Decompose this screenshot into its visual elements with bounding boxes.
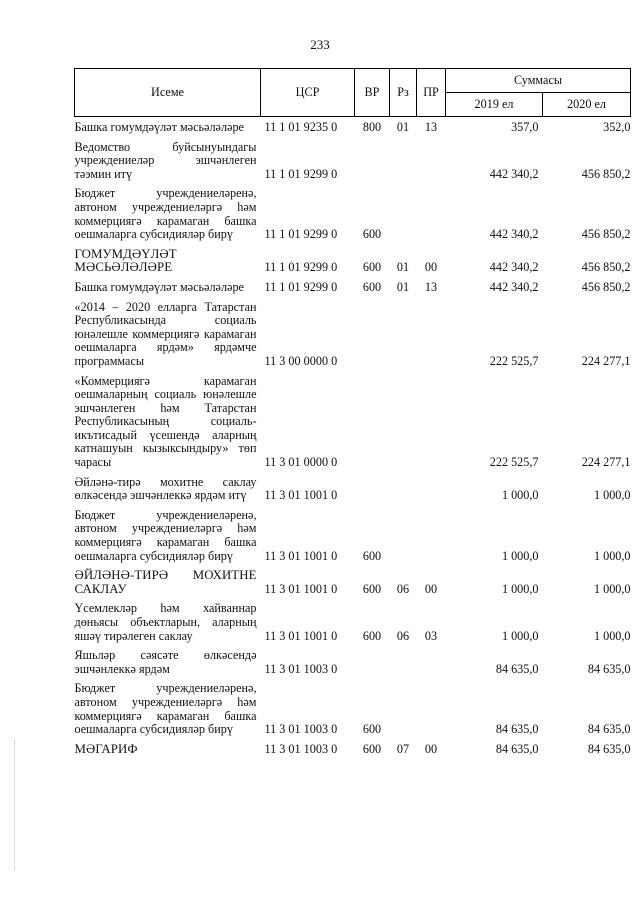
cell-csr: 11 3 01 1001 0	[264, 488, 338, 503]
cell-name: ӘЙЛӘНӘ-ТИРӘ МОХИТНЕ САКЛАУ	[74, 568, 257, 596]
cell-s1: 1 000,0	[501, 548, 539, 563]
cell-vr: 600	[362, 227, 382, 242]
cell-csr: 11 3 01 1003 0	[264, 661, 338, 676]
cell-pr	[417, 371, 446, 472]
cell-s2: 456 850,2	[581, 166, 631, 181]
cell-rz: 01	[396, 120, 410, 134]
cell-pr	[417, 183, 446, 243]
cell-s2: 1 000,0	[593, 628, 631, 643]
cell-vr	[355, 645, 390, 678]
cell-s1: 84 635,0	[495, 661, 539, 676]
cell-pr: 13	[424, 279, 438, 294]
cell-csr: 11 1 01 9299 0	[264, 227, 338, 242]
cell-s2: 1 000,0	[593, 548, 631, 563]
cell-name: «Коммерциягә карамаган оешмаларның социаль юнәлешле эшчәнлеген һәм Татарстан Республикасының социаль-икътисадый үсешендә аларның катнашуын кызыксындыру» төп чарасы	[74, 373, 257, 470]
cell-pr	[417, 137, 446, 184]
cell-vr: 600	[362, 581, 382, 596]
table-row	[75, 565, 631, 598]
cell-s1: 1 000,0	[501, 581, 539, 596]
cell-pr	[417, 472, 446, 505]
cell-vr: 600	[362, 628, 382, 643]
cell-rz	[390, 371, 417, 472]
header-name: Исеме	[75, 69, 261, 117]
cell-csr: 11 1 01 9299 0	[264, 279, 338, 294]
table-row	[75, 472, 631, 505]
cell-vr: 800	[362, 120, 382, 134]
table-row	[75, 244, 631, 277]
cell-pr: 00	[424, 741, 438, 756]
cell-s2: 224 277,1	[581, 353, 631, 368]
cell-s1: 442 340,2	[489, 166, 539, 181]
cell-csr: 11 3 01 1001 0	[264, 548, 338, 563]
cell-rz	[390, 505, 417, 565]
cell-name: Бюджет учреждениеләренә, автоном учреждениеләргә һәм коммерциягә карамаган башка оешмаларга субсидияләр бирү	[74, 186, 257, 242]
header-pr: ПР	[417, 69, 446, 117]
cell-rz: 07	[396, 741, 410, 756]
cell-name: Үсемлекләр һәм хайваннар дөньясы объектларын, аларның яшәү тирәлеген саклау	[74, 601, 257, 643]
cell-vr	[355, 137, 390, 184]
cell-csr: 11 3 01 1003 0	[264, 722, 338, 737]
header-year-2019: 2019 ел	[446, 93, 543, 117]
cell-s2: 84 635,0	[587, 722, 631, 737]
cell-name: Яшьләр сәясәте өлкәсендә эшчәнлеккә ярдәм	[74, 648, 257, 676]
cell-pr: 00	[424, 260, 438, 275]
cell-csr: 11 1 01 9299 0	[264, 166, 338, 181]
cell-name: Башка гомумдәүләт мәсьәләләре	[74, 120, 244, 134]
header-sums: Суммасы	[446, 69, 631, 93]
cell-vr: 600	[362, 741, 382, 756]
table-row	[75, 739, 631, 759]
cell-s2: 84 635,0	[587, 741, 631, 756]
cell-pr: 00	[424, 581, 438, 596]
cell-vr: 600	[362, 722, 382, 737]
cell-vr	[355, 371, 390, 472]
table-row	[75, 678, 631, 738]
cell-vr: 600	[362, 260, 382, 275]
cell-s1: 442 340,2	[489, 279, 539, 294]
cell-s1: 1 000,0	[501, 628, 539, 643]
cell-rz: 01	[396, 260, 410, 275]
table-row	[75, 183, 631, 243]
cell-pr: 03	[424, 628, 438, 643]
header-year-2020: 2020 ел	[543, 93, 631, 117]
margin-marks	[14, 740, 15, 870]
table-row	[75, 371, 631, 472]
cell-csr: 11 3 01 0000 0	[264, 455, 338, 470]
cell-rz	[390, 297, 417, 371]
cell-s2: 352,0	[603, 120, 631, 134]
cell-s2: 224 277,1	[581, 455, 631, 470]
cell-s1: 1 000,0	[501, 488, 539, 503]
cell-s2: 1 000,0	[593, 488, 631, 503]
table-body	[75, 117, 631, 759]
cell-name: Бюджет учреждениеләренә, автоном учреждениеләргә һәм коммерциягә карамаган башка оешмаларга субсидияләр бирү	[74, 681, 257, 737]
cell-s2: 456 850,2	[581, 227, 631, 242]
cell-rz: 06	[396, 628, 410, 643]
cell-pr	[417, 645, 446, 678]
cell-name: Бюджет учреждениеләренә, автоном учреждениеләргә һәм коммерциягә карамаган башка оешмаларга субсидияләр бирү	[74, 507, 257, 563]
cell-rz: 06	[396, 581, 410, 596]
cell-s2: 456 850,2	[581, 260, 631, 275]
cell-rz: 01	[396, 279, 410, 294]
cell-s1: 222 525,7	[489, 455, 539, 470]
cell-s2: 456 850,2	[581, 279, 631, 294]
cell-name: ГОМУМДӘҮЛӘТ МӘСЬӘЛӘЛӘРЕ	[74, 246, 177, 275]
cell-name: Башка гомумдәүләт мәсьәләләре	[74, 279, 244, 294]
header-vr: ВР	[355, 69, 390, 117]
cell-csr: 11 3 00 0000 0	[264, 353, 338, 368]
cell-name: Ведомство буйсынуындагы учреждениеләр эшчәнлеген тәэмин итү	[74, 139, 257, 181]
cell-s1: 442 340,2	[489, 227, 539, 242]
cell-s2: 84 635,0	[587, 661, 631, 676]
table-row	[75, 505, 631, 565]
header-rz: Рз	[390, 69, 417, 117]
cell-s1: 84 635,0	[495, 741, 539, 756]
cell-s1: 84 635,0	[495, 722, 539, 737]
cell-pr	[417, 505, 446, 565]
cell-csr: 11 3 01 1001 0	[264, 581, 338, 596]
cell-vr: 600	[362, 279, 382, 294]
table-row	[75, 598, 631, 645]
cell-s2: 1 000,0	[593, 581, 631, 596]
cell-rz	[390, 472, 417, 505]
cell-vr	[355, 297, 390, 371]
cell-csr: 11 1 01 9299 0	[264, 260, 338, 275]
table-row	[75, 117, 631, 137]
cell-rz	[390, 645, 417, 678]
cell-rz	[390, 137, 417, 184]
cell-csr: 11 3 01 1003 0	[264, 741, 338, 756]
cell-rz	[390, 183, 417, 243]
cell-pr	[417, 297, 446, 371]
table-row	[75, 645, 631, 678]
cell-s1: 357,0	[511, 120, 539, 134]
cell-s1: 442 340,2	[489, 260, 539, 275]
cell-name: МӘГАРИФ	[74, 741, 138, 756]
cell-vr: 600	[362, 548, 382, 563]
cell-rz	[390, 678, 417, 738]
budget-table	[74, 68, 631, 758]
cell-name: Әйләнә-тирә мохитне саклау өлкәсендә эшчәнлеккә ярдәм итү	[74, 474, 257, 503]
cell-csr: 11 1 01 9235 0	[264, 120, 338, 134]
cell-vr	[355, 472, 390, 505]
table-row	[75, 137, 631, 184]
cell-s1: 222 525,7	[489, 353, 539, 368]
header-csr: ЦСР	[261, 69, 355, 117]
table-header	[75, 69, 631, 117]
table-row	[75, 297, 631, 371]
cell-pr: 13	[424, 120, 438, 134]
cell-csr: 11 3 01 1001 0	[264, 628, 338, 643]
cell-name: «2014 – 2020 елларга Татарстан Республикасында социаль юнәлешле коммерциягә карамаган оешмаларга ярдәм» ярдәмче программасы	[74, 299, 257, 368]
page-number: 233	[310, 37, 330, 52]
table-row	[75, 277, 631, 297]
cell-pr	[417, 678, 446, 738]
